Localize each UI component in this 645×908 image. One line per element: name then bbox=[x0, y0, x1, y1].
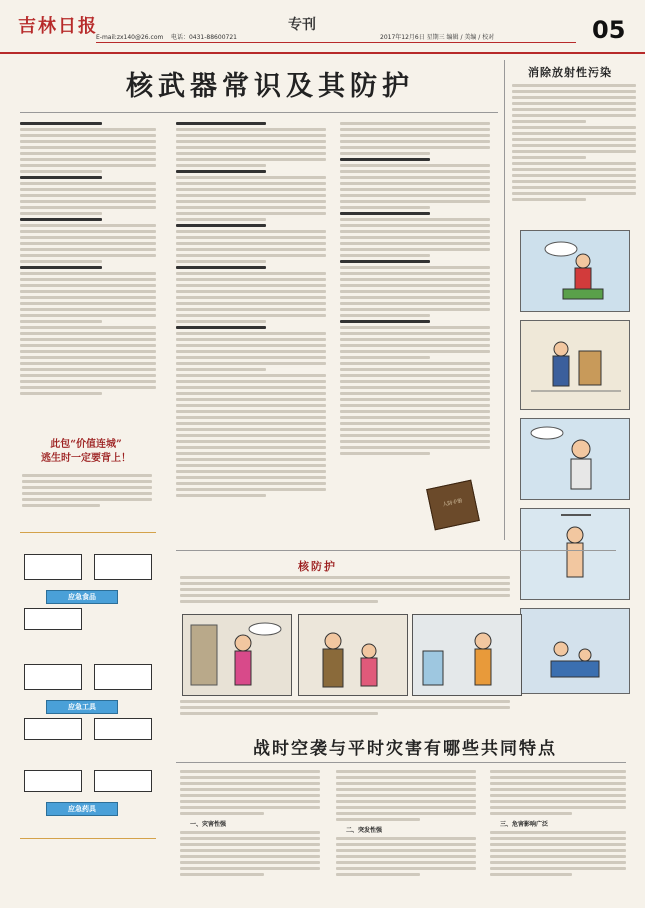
bottom-subhead-2: 二、突发性强 bbox=[346, 827, 383, 834]
flow-box bbox=[94, 770, 152, 792]
bottom-rule bbox=[176, 762, 626, 763]
person-mask-illustration bbox=[521, 419, 629, 499]
main-headline: 核武器常识及其防护 bbox=[126, 71, 414, 102]
flow-box bbox=[24, 608, 82, 630]
article-column-2 bbox=[176, 122, 326, 540]
left-box-title-line2: 逃生时一定要背上！ bbox=[41, 453, 131, 464]
flow-bottom-rule bbox=[20, 838, 156, 839]
bottom-column-3 bbox=[490, 770, 626, 900]
page-number: 05 bbox=[592, 16, 626, 44]
flow-box bbox=[94, 554, 152, 580]
flow-box bbox=[94, 718, 152, 740]
flow-box bbox=[24, 718, 82, 740]
protection-title: 核防护 bbox=[298, 560, 337, 573]
title-rule bbox=[20, 112, 498, 113]
bottom-headline: 战时空袭与平时灾害有哪些共同特点 bbox=[253, 739, 557, 759]
flow-box bbox=[94, 664, 152, 690]
sidebar-illustration-1 bbox=[520, 230, 630, 312]
protection-caption-text bbox=[180, 700, 510, 724]
sidebar-illustration-4 bbox=[520, 508, 630, 600]
contact-info bbox=[96, 32, 237, 41]
left-box-title bbox=[22, 438, 150, 466]
protection-illustration-1 bbox=[182, 614, 292, 696]
protection-rule bbox=[176, 550, 616, 551]
email-text: E-mail:zx140@26.com bbox=[96, 34, 164, 41]
article-column-3 bbox=[340, 122, 490, 540]
sidebar-illustration-3 bbox=[520, 418, 630, 500]
handbook-label: 人防手册 bbox=[442, 498, 463, 509]
sidebar-title: 消除放射性污染 bbox=[528, 66, 612, 79]
left-box-title-line1: 此包“价值连城” bbox=[50, 439, 122, 450]
bottom-column-1 bbox=[180, 770, 320, 900]
flow-band-tools: 应急工具 bbox=[46, 700, 118, 714]
newspaper-logo: 吉林日报 bbox=[18, 16, 98, 37]
people-masks-illustration bbox=[299, 615, 407, 695]
flow-band-medicine: 应急药具 bbox=[46, 802, 118, 816]
bottom-subhead-3: 三、危害影响广泛 bbox=[500, 821, 549, 828]
protection-illustration-3 bbox=[412, 614, 522, 696]
bottom-column-2 bbox=[336, 770, 476, 900]
person-at-door-illustration bbox=[183, 615, 291, 695]
flow-top-rule bbox=[20, 532, 156, 533]
family-illustration bbox=[521, 609, 629, 693]
protection-text bbox=[180, 576, 510, 610]
sidebar-text bbox=[512, 84, 636, 224]
emergency-kit-flowchart bbox=[20, 540, 160, 830]
masthead bbox=[0, 0, 645, 54]
phone-text: 电话：0431-88600721 bbox=[170, 34, 237, 41]
flow-box bbox=[24, 664, 82, 690]
sidebar-illustration-5 bbox=[520, 608, 630, 694]
person-washing-illustration bbox=[521, 231, 629, 311]
flow-box bbox=[24, 554, 82, 580]
person-shower-illustration bbox=[521, 509, 629, 599]
protection-illustration-2 bbox=[298, 614, 408, 696]
section-name: 专刊 bbox=[288, 17, 316, 33]
bottom-subhead-1: 一、灾害性强 bbox=[190, 821, 227, 828]
article-column-1 bbox=[20, 122, 156, 422]
flow-band-food: 应急食品 bbox=[46, 590, 118, 604]
sidebar-illustration-2 bbox=[520, 320, 630, 410]
flow-box bbox=[24, 770, 82, 792]
issue-date: 2017年12月6日 星期三 编辑 / 美编 / 校对 bbox=[380, 34, 495, 41]
left-box-text bbox=[22, 474, 152, 514]
person-water-illustration bbox=[413, 615, 521, 695]
person-cleaning-clothes-illustration bbox=[521, 321, 629, 409]
header-rule bbox=[96, 42, 576, 43]
sidebar-divider bbox=[504, 60, 505, 540]
